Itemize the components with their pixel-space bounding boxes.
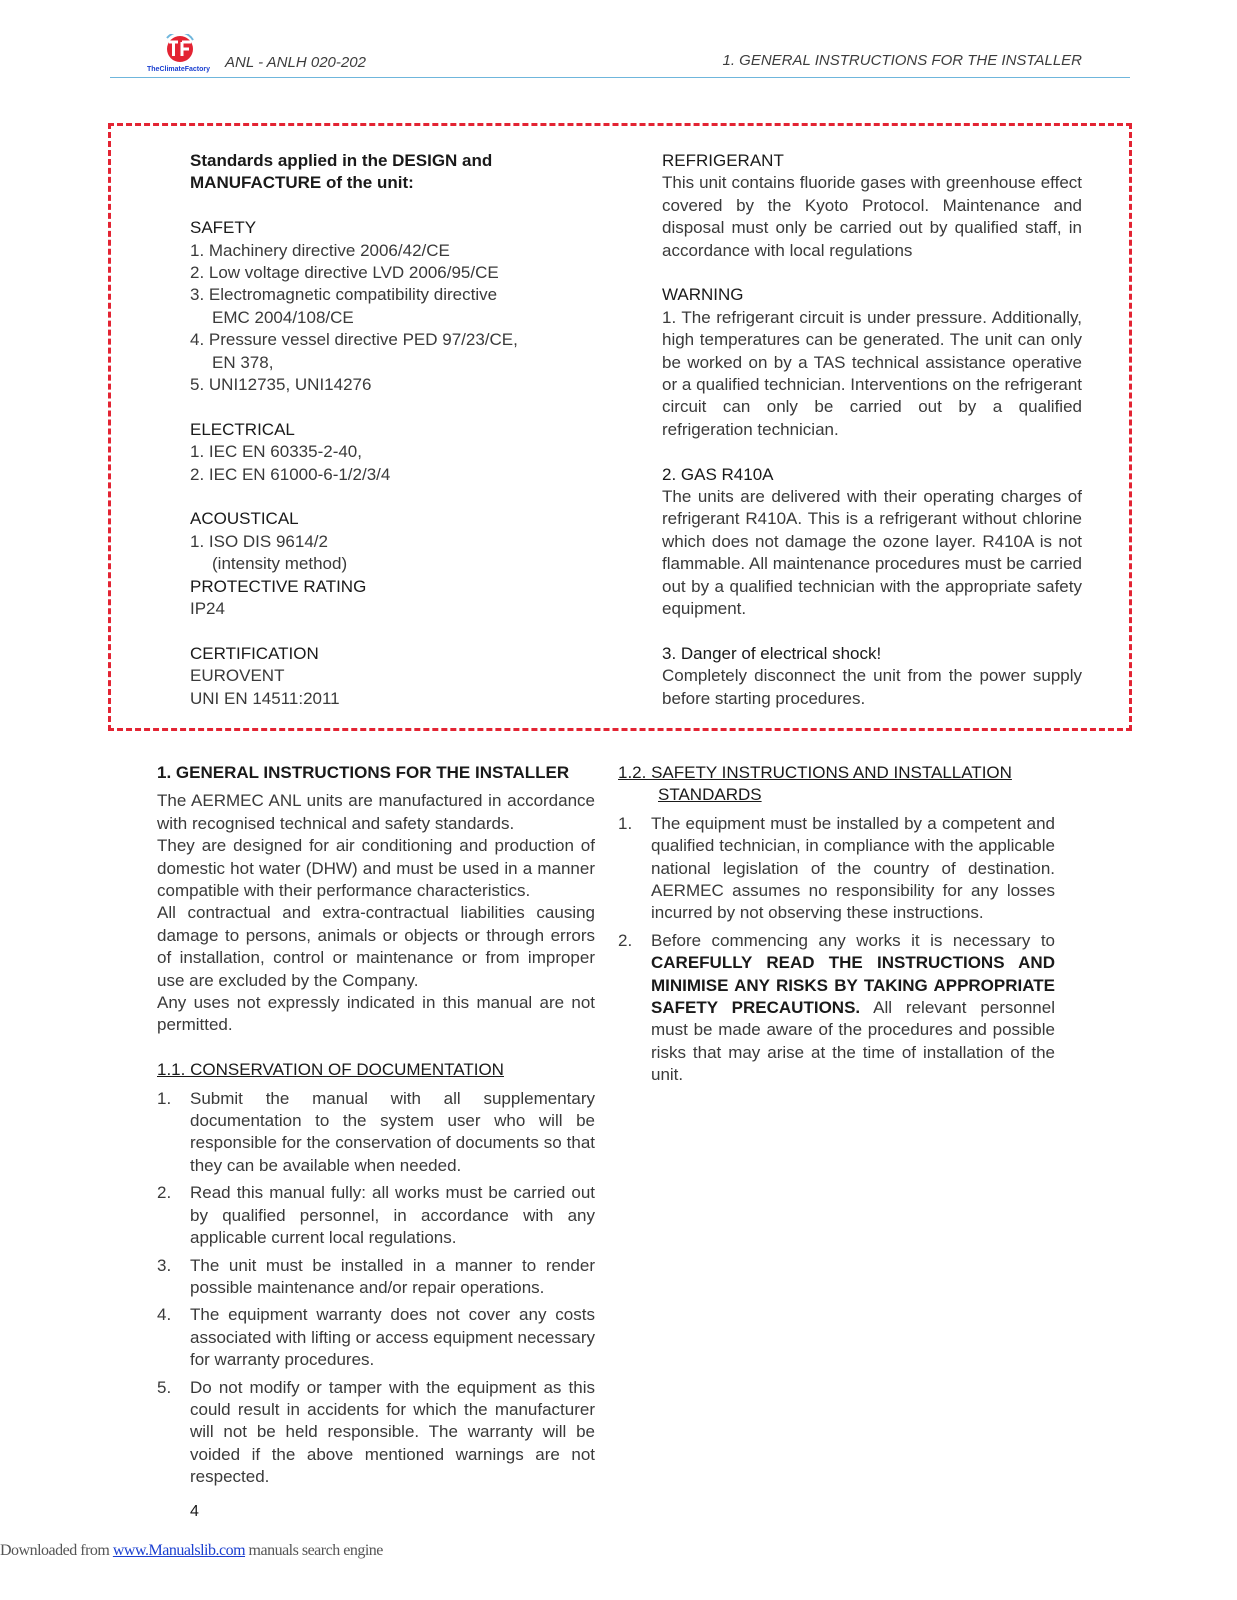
electrical-heading: ELECTRICAL (190, 419, 295, 439)
gas-heading: 2. GAS R410A (662, 464, 774, 484)
header-divider (110, 77, 1130, 78)
document-code: ANL - ANLH 020-202 (225, 54, 366, 71)
list-number: 1. (157, 1088, 172, 1108)
footer-suffix: manuals search engine (245, 1542, 383, 1559)
standards-right-column (662, 150, 1082, 710)
subsection-title-line1: 1.2. SAFETY INSTRUCTIONS AND INSTALLATION (618, 763, 1012, 782)
section-title: 1. GENERAL INSTRUCTIONS FOR THE INSTALLER (157, 763, 570, 782)
manualslib-link[interactable]: www.Manualslib.com (112, 1542, 246, 1559)
list-text: All relevant personnel must be made aware of the procedures and possible risks that may arise at the time of installation of the unit. (651, 998, 1055, 1085)
acoustical-item: (intensity method) (212, 554, 348, 574)
electrical-item: 1. IEC EN 60335-2-40, (190, 442, 362, 462)
main-right-column (618, 762, 1055, 1092)
header-section-title: 1. GENERAL INSTRUCTIONS FOR THE INSTALLER (722, 52, 1082, 69)
gas-text: The units are delivered with their operating charges of refrigerant R410A. This is a refrigerant without chlorine which does not damage the ozone layer. R410A is not flammable. All maintenance procedures must be carried out by a qualified technician with the appropriate safety equipment. (662, 487, 1082, 619)
list-text: The unit must be installed in a manner to render possible maintenance and/or repair operations. (190, 1255, 595, 1297)
certification-item: EUROVENT (190, 666, 285, 686)
protective-heading: PROTECTIVE RATING (190, 576, 367, 596)
safety-item: 2. Low voltage directive LVD 2006/95/CE (190, 263, 499, 283)
subsection-title-line2: STANDARDS (658, 785, 762, 805)
safety-instructions-list (618, 813, 1055, 1087)
list-item (618, 813, 1055, 925)
list-number: 5. (157, 1377, 172, 1397)
paragraph: They are designed for air conditioning and production of domestic hot water (DHW) and must be used in a manner compatible with their performance characteristics. (157, 836, 595, 901)
list-text: The equipment warranty does not cover any costs associated with lifting or access equipment necessary for warranty procedures. (190, 1305, 595, 1370)
paragraph: Any uses not expressly indicated in this manual are not permitted. (157, 993, 595, 1035)
list-text-emphasis: CAREFULLY READ THE INSTRUCTIONS AND MINIMISE ANY RISKS BY TAKING APPROPRIATE SAFETY PRECAUTIONS. (651, 953, 1055, 1018)
footer-prefix: Downloaded from (0, 1542, 113, 1559)
safety-heading: SAFETY (190, 218, 257, 238)
download-footer (0, 1542, 383, 1560)
list-number: 4. (157, 1305, 172, 1325)
standards-title-line1: Standards applied in the DESIGN and (190, 151, 493, 170)
list-text: The equipment must be installed by a competent and qualified technician, in compliance with the applicable national legislation of the country of destination. AERMEC assumes no responsibility for any losses incurred by not observing these instructions. (651, 813, 1055, 923)
safety-item: 5. UNI12735, UNI14276 (190, 375, 372, 395)
acoustical-heading: ACOUSTICAL (190, 509, 299, 529)
list-item (618, 930, 1055, 1087)
list-item (157, 1088, 595, 1178)
list-item (157, 1182, 595, 1249)
list-number: 2. (618, 930, 633, 950)
logo-wordmark: TheClimateFactory (147, 66, 211, 73)
certification-item: UNI EN 14511:2011 (190, 688, 340, 708)
list-item (157, 1255, 595, 1300)
brand-logo (147, 34, 219, 76)
safety-item: 4. Pressure vessel directive PED 97/23/CE, (190, 330, 518, 350)
warning-text: 1. The refrigerant circuit is under pressure. Additionally, high temperatures can be generated. The unit can only be worked on by a TAS technical assistance operative or a qualified technician. Interventions on the refrigerant circuit can only be carried out by a qualified refrigeration technician. (662, 307, 1082, 439)
list-text: Do not modify or tamper with the equipment as this could result in accidents for which the manufacturer will not be held responsible. The warranty will be voided if the above mentioned warnings are not respected. (190, 1377, 595, 1487)
list-text: Before commencing any works it is necessary to (651, 930, 1055, 950)
safety-item: 1. Machinery directive 2006/42/CE (190, 240, 450, 260)
paragraph: All contractual and extra-contractual liabilities causing damage to persons, animals or objects or through errors of installation, control or maintenance or from improper use are excluded by the Company. (157, 903, 595, 990)
list-item (157, 1377, 595, 1489)
list-number: 1. (618, 813, 633, 833)
page-number: 4 (190, 1503, 199, 1520)
warning-heading: WARNING (662, 285, 744, 305)
standards-title-line2: MANUFACTURE of the unit: (190, 173, 414, 193)
documentation-list (157, 1088, 595, 1489)
list-text: Read this manual fully: all works must be carried out by qualified personnel, in accordance with any applicable current local regulations. (190, 1183, 595, 1248)
list-number: 2. (157, 1183, 172, 1203)
safety-item: EMC 2004/108/CE (212, 307, 354, 327)
shock-text: Completely disconnect the unit from the power supply before starting procedures. (662, 666, 1082, 708)
refrigerant-heading: REFRIGERANT (662, 151, 784, 170)
certification-heading: CERTIFICATION (190, 643, 319, 663)
safety-item: EN 378, (212, 352, 274, 372)
shock-heading: 3. Danger of electrical shock! (662, 643, 882, 663)
list-number: 3. (157, 1255, 172, 1275)
list-text: Submit the manual with all supplementary documentation to the system user who will be responsible for the conservation of documents so that they can be available when needed. (190, 1088, 595, 1175)
electrical-item: 2. IEC EN 61000-6-1/2/3/4 (190, 464, 391, 484)
safety-item: 3. Electromagnetic compatibility directive (190, 285, 498, 305)
refrigerant-text: This unit contains fluoride gases with greenhouse effect covered by the Kyoto Protocol. Maintenance and disposal must only be carried out by qualified staff, in accordance with local regulations (662, 173, 1082, 260)
acoustical-item: 1. ISO DIS 9614/2 (190, 531, 328, 551)
list-item (157, 1304, 595, 1371)
protective-value: IP24 (190, 599, 225, 619)
main-left-column (157, 762, 595, 1494)
paragraph: The AERMEC ANL units are manufactured in accordance with recognised technical and safety standards. (157, 791, 595, 833)
standards-left-column (190, 150, 590, 710)
subsection-title: 1.1. CONSERVATION OF DOCUMENTATION (157, 1060, 504, 1080)
